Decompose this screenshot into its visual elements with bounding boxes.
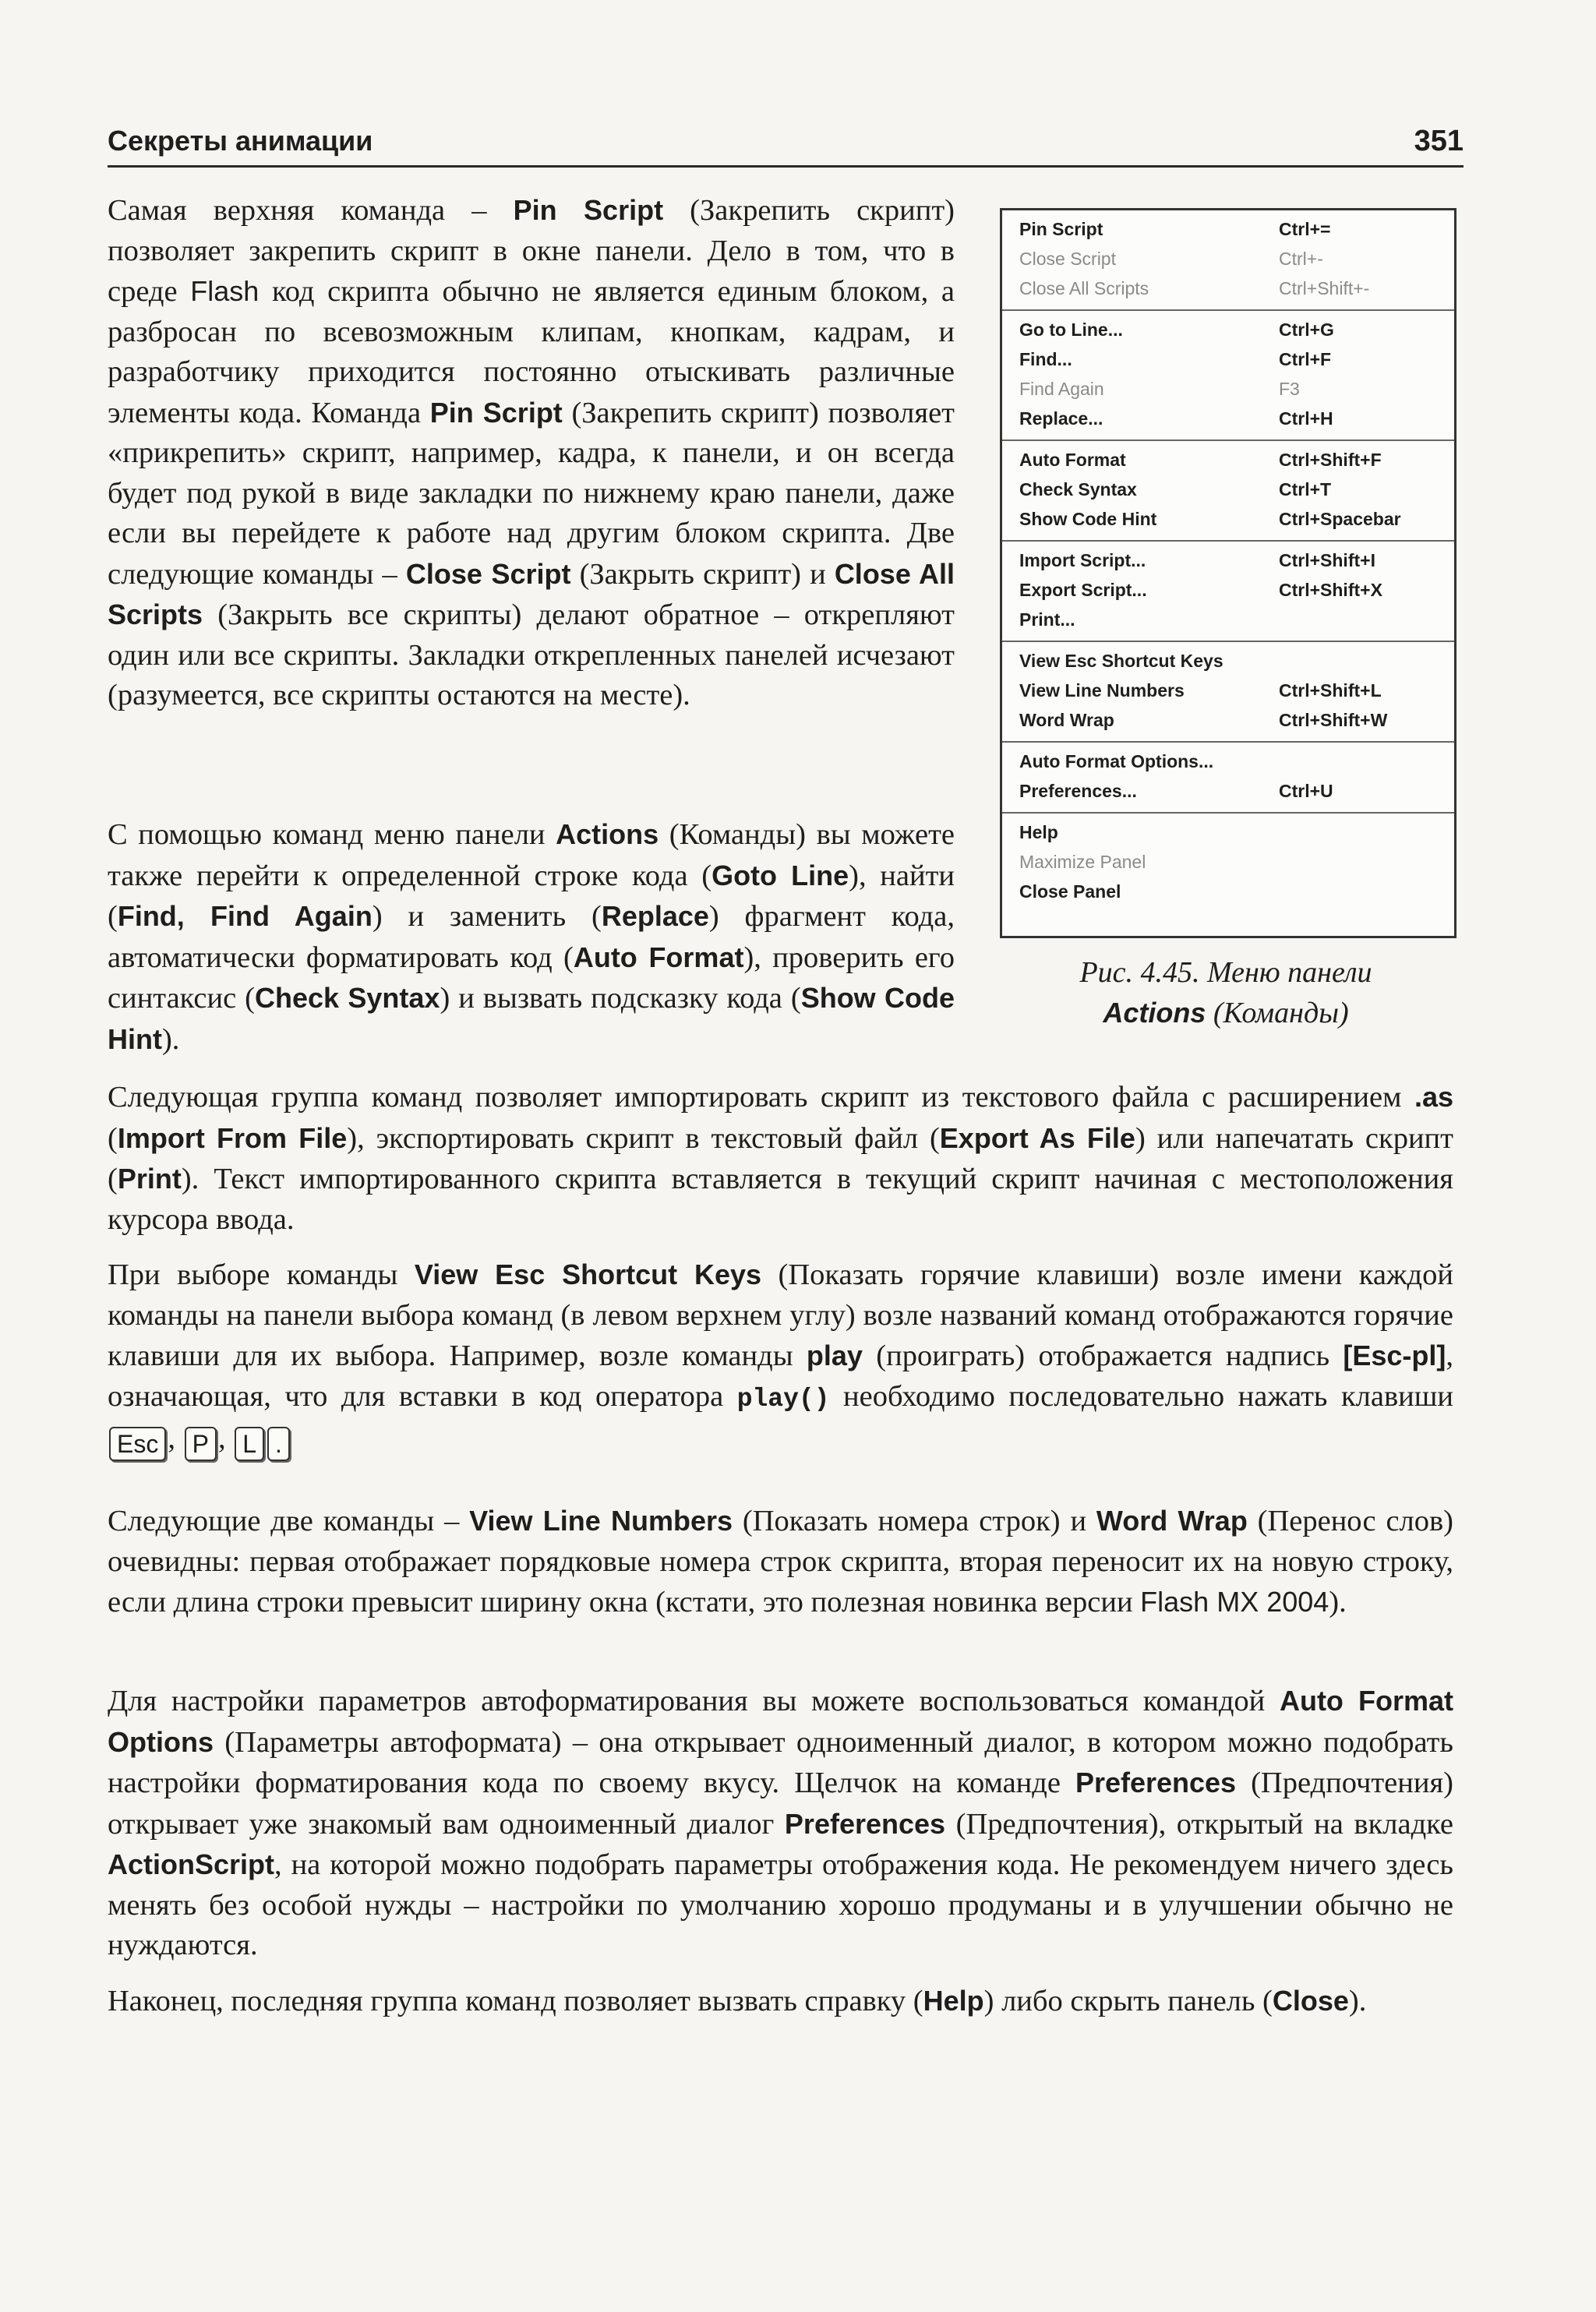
page-number: 351 <box>1414 125 1464 157</box>
menu-item-check-syntax[interactable] <box>1002 475 1454 504</box>
menu-item-find-again[interactable] <box>1002 374 1454 404</box>
menu-item-pin-script[interactable] <box>1002 214 1454 244</box>
menu-item-replace[interactable] <box>1002 404 1454 433</box>
menu-item-shortcut: Ctrl+Shift+W <box>1279 710 1388 730</box>
menu-item-shortcut: Ctrl+Spacebar <box>1279 509 1401 529</box>
menu-item-shortcut: Ctrl+F <box>1279 349 1332 369</box>
actions-panel-menu <box>1000 208 1457 938</box>
menu-item-shortcut: Ctrl+T <box>1279 479 1332 499</box>
menu-group <box>1002 814 1454 912</box>
menu-item-label: Close All Scripts <box>1019 278 1149 298</box>
menu-item-preferences[interactable] <box>1002 776 1454 806</box>
menu-item-label: Go to Line... <box>1019 319 1123 340</box>
menu-item-label: Maximize Panel <box>1019 852 1146 872</box>
menu-item-label: Find... <box>1019 349 1072 369</box>
menu-item-auto-format[interactable] <box>1002 445 1454 475</box>
menu-item-close-all-scripts[interactable] <box>1002 274 1454 303</box>
paragraph-line-numbers: Следующие две команды – View Line Numbers (Показать номера строк) и Word Wrap (Перенос слов) очевидны: первая отображает порядковые номера строк скрипта, вторая переносит их на новую строку, если длина строки превысит ширину окна (кстати, это полезная новинка версии Flash MX 2004). <box>108 1505 1453 1618</box>
menu-item-view-esc-shortcut-keys[interactable] <box>1002 646 1454 676</box>
menu-item-shortcut: Ctrl+- <box>1279 249 1323 269</box>
menu-group <box>1002 542 1454 642</box>
menu-group <box>1002 642 1454 743</box>
menu-item-label: Print... <box>1019 609 1075 630</box>
running-title: Секреты анимации <box>108 125 373 157</box>
menu-item-shortcut: Ctrl+Shift+F <box>1279 450 1382 470</box>
menu-item-shortcut: Ctrl+= <box>1279 219 1331 239</box>
paragraph-help-close: Наконец, последняя группа команд позволяет вызвать справку (Help) либо скрыть панель (Close). <box>108 1985 1367 2017</box>
menu-item-shortcut: Ctrl+Shift+X <box>1279 580 1382 600</box>
menu-item-maximize-panel[interactable] <box>1002 847 1454 877</box>
menu-item-label: Export Script... <box>1019 580 1147 600</box>
menu-item-shortcut: Ctrl+Shift+I <box>1279 550 1375 570</box>
menu-item-label: Import Script... <box>1019 550 1146 570</box>
menu-item-find[interactable] <box>1002 344 1454 374</box>
paragraph-pin-script: Самая верхняя команда – Pin Script (Закрепить скрипт) позволяет закрепить скрипт в окне панели. Дело в том, что в среде Flash код скрипта обычно не является единым блоком, а разбросан по всевозможным клипам, кнопкам, кадрам, и разработчику приходится постоянно отыскивать различные элементы кода. Команда Pin Script (Закрепить скрипт) позволяет «прикрепить» скрипт, например, кадра, к панели, и он всегда будет под рукой в виде закладки по нижнему краю панели, даже если вы перейдете к работе над другим блоком скрипта. Две следующие команды – Close Script (Закрыть скрипт) и Close All Scripts (Закрыть все скрипты) делают обратное – открепляют один или все скрипты. Закладки открепленных панелей исчезают (разумеется, все скрипты остаются на месте). <box>108 194 955 711</box>
menu-item-shortcut: Ctrl+U <box>1279 781 1333 801</box>
menu-item-label: Auto Format <box>1019 450 1126 470</box>
menu-item-print[interactable] <box>1002 605 1454 634</box>
menu-group <box>1002 311 1454 441</box>
menu-item-close-panel[interactable] <box>1002 877 1454 906</box>
key-l: L <box>235 1427 264 1461</box>
menu-item-label: Word Wrap <box>1019 710 1114 730</box>
menu-item-label: Close Panel <box>1019 881 1121 902</box>
menu-item-shortcut: Ctrl+Shift+L <box>1279 680 1382 701</box>
paragraph-actions-menu: С помощью команд меню панели Actions (Команды) вы можете также перейти к определенной строке кода (Goto Line), найти (Find, Find Again) и заменить (Replace) фрагмент кода, автоматически форматировать код (Auto Format), проверить его синтаксис (Check Syntax) и вызвать подсказку кода (Show Code Hint). <box>108 818 955 1056</box>
menu-item-export-script[interactable] <box>1002 575 1454 605</box>
code-play: play() <box>736 1384 830 1414</box>
menu-item-help[interactable] <box>1002 817 1454 847</box>
menu-item-label: View Line Numbers <box>1019 680 1185 701</box>
menu-item-shortcut: Ctrl+G <box>1279 319 1334 340</box>
menu-item-show-code-hint[interactable] <box>1002 504 1454 534</box>
key-dot: . <box>267 1427 290 1461</box>
menu-group <box>1002 441 1454 542</box>
menu-group <box>1002 210 1454 311</box>
menu-item-import-script[interactable] <box>1002 545 1454 575</box>
menu-item-word-wrap[interactable] <box>1002 705 1454 735</box>
menu-item-label: Close Script <box>1019 249 1116 269</box>
menu-item-label: View Esc Shortcut Keys <box>1019 651 1223 671</box>
menu-item-label: Pin Script <box>1019 219 1103 239</box>
paragraph-esc-shortcuts: При выборе команды View Esc Shortcut Keys (Показать горячие клавиши) возле имени каждой команды на панели выбора команд (в левом верхнем углу) возле названий команд отображаются горячие клавиши для их выбора. Например, возле команды play (проиграть) отображается надпись [Esc-pl], означающая, что для вставки в код оператора play() необходимо последовательно нажать клавиши Esc , P , L . <box>108 1255 1453 1461</box>
menu-item-label: Auto Format Options... <box>1019 751 1214 771</box>
menu-item-close-script[interactable] <box>1002 244 1454 274</box>
key-p: P <box>185 1427 217 1461</box>
figure-caption: Рис. 4.45. Меню панели Actions (Команды) <box>1079 956 1372 1029</box>
menu-item-label: Show Code Hint <box>1019 509 1157 529</box>
menu-group <box>1002 743 1454 814</box>
menu-item-view-line-numbers[interactable] <box>1002 676 1454 705</box>
menu-item-go-to-line[interactable] <box>1002 315 1454 344</box>
menu-item-label: Check Syntax <box>1019 479 1137 499</box>
menu-item-shortcut: Ctrl+Shift+- <box>1279 278 1370 298</box>
menu-item-label: Preferences... <box>1019 781 1137 801</box>
menu-item-label: Replace... <box>1019 408 1103 429</box>
key-esc: Esc <box>109 1427 166 1461</box>
menu-item-label: Help <box>1019 822 1058 842</box>
page-header <box>108 125 1464 168</box>
menu-item-label: Find Again <box>1019 379 1104 399</box>
paragraph-auto-format-options: Для настройки параметров автоформатирования вы можете воспользоваться командой Auto Format Options (Параметры автоформата) – она открывает одноименный диалог, в котором можно подобрать настройки форматирования кода по своему вкусу. Щелчок на команде Preferences (Предпочтения) открывает уже знакомый вам одноименный диалог Preferences (Предпочтения), открытый на вкладке ActionScript, на которой можно подобрать параметры отображения кода. Не рекомендуем ничего здесь менять без особой нужды – настройки по умолчанию хорошо продуманы и в улучшении обычно не нуждаются. <box>108 1685 1453 1961</box>
paragraph-import-export: Следующая группа команд позволяет импортировать скрипт из текстового файла с расширением .as (Import From File), экспортировать скрипт в текстовый файл (Export As File) или напечатать скрипт (Print). Текст импортированного скрипта вставляется в текущий скрипт начиная с местоположения курсора ввода. <box>108 1081 1453 1236</box>
menu-item-shortcut: Ctrl+H <box>1279 408 1333 429</box>
menu-item-shortcut: F3 <box>1279 379 1300 399</box>
menu-item-auto-format-options[interactable] <box>1002 747 1454 776</box>
